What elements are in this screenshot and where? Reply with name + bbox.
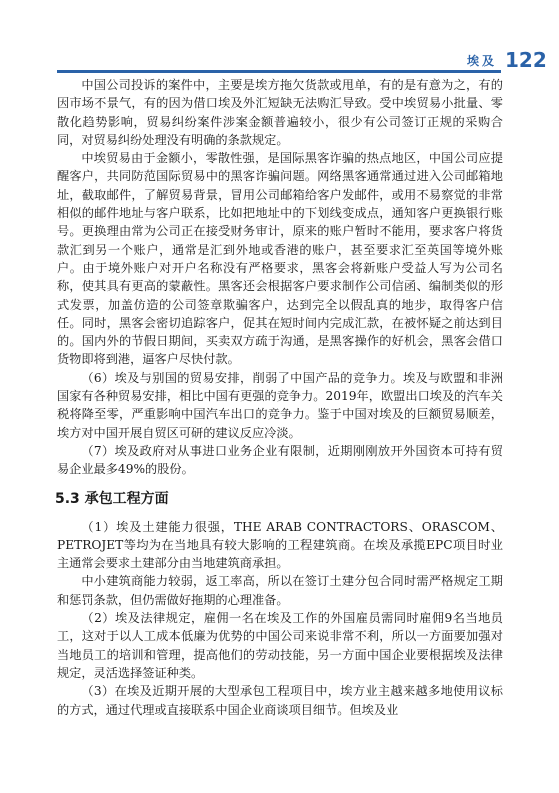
- paragraph: （2）埃及法律规定，雇佣一名在埃及工作的外国雇员需同时雇佣9名当地员工，这对于以人工成本低廉为优势的中国公司来说非常不利，所以一方面要加强对当地员工的培训和管理，提高他们的劳动技能，另一方面中国企业要根据埃及法律规定，灵活选择签证种类。: [57, 611, 503, 680]
- header-rule: [57, 70, 501, 73]
- running-title: 埃及: [466, 54, 497, 68]
- paragraph: （7）埃及政府对从事进口业务企业有限制，近期刚刚放开外国资本可持有贸易企业最多49%的股份。: [57, 443, 503, 477]
- paragraph: 中国公司投诉的案件中，主要是埃方拖欠货款或甩单，有的是有意为之，有的因市场不景气，有的因为借口埃及外汇短缺无法购汇导致。受中埃贸易小批量、零散化趋势影响，贸易纠纷案件涉案金额普遍较小，很少有公司签订正规的采购合同，对贸易纠纷处理没有明确的条款规定。: [57, 78, 503, 147]
- paragraph: （1）埃及土建能力很强，THE ARAB CONTRACTORS、ORASCOM、PETROJET等均为在当地具有较大影响的工程建筑商。在埃及承揽EPC项目时业主通常会要求土建部分由当地建筑商承担。: [57, 519, 503, 571]
- paragraph: （6）埃及与别国的贸易安排，削弱了中国产品的竞争力。埃及与欧盟和非洲国家有各种贸易安排，相比中国有更强的竞争力。2019年，欧盟出口埃及的汽车关税将降至零，严重影响中国汽车出口的竞争力。鉴于中国对埃及的巨额贸易顺差，埃方对中国开展自贸区可研的建议反应冷淡。: [57, 370, 503, 440]
- page-number: 122: [505, 48, 547, 72]
- paragraph: 中小建筑商能力较弱，返工率高，所以在签订土建分包合同时需严格规定工期和惩罚条款，但仍需做好拖期的心理准备。: [57, 574, 503, 607]
- paragraph: （3）在埃及近期开展的大型承包工程项目中，埃方业主越来越多地使用议标的方式，通过代理或直接联系中国企业商谈项目细节。但埃及业: [57, 684, 503, 717]
- paragraph: 中埃贸易由于金额小，零散性强，是国际黑客诈骗的热点地区，中国公司应提醒客户，共同防范国际贸易中的黑客诈骗问题。网络黑客通常通过进入公司邮箱地址，截取邮件，了解贸易背景，冒用公司邮箱给客户发邮件，或用不易察觉的非常相似的邮件地址与客户联系，比如把地址中的下划线变成点，通知客户更换银行账号。更换理由常为公司正在接受财务审计，原来的账户暂时不能用，要求客户将货款汇到另一个账户，通常是汇到外地或香港的账户，甚至要求汇至英国等境外账户。由于境外账户对开户名称没有严格要求，黑客会将新账户受益人写为公司名称，使其具有更高的蒙蔽性。黑客还会根据客户要求制作公司信函、编制类似的形式发票，加盖仿造的公司签章欺骗客户，达到完全以假乱真的地步，取得客户信任。同时，黑客会密切追踪客户，促其在短时间内完成汇款，在被怀疑之前达到目的。国内外的节假日期间，买卖双方疏于沟通，是黑客操作的好机会，黑客会借口货物即将到港，逼客户尽快付款。: [57, 151, 503, 367]
- page-header: [0, 48, 559, 78]
- page-body: [57, 76, 503, 719]
- section-heading: 5.3 承包工程方面: [55, 490, 169, 507]
